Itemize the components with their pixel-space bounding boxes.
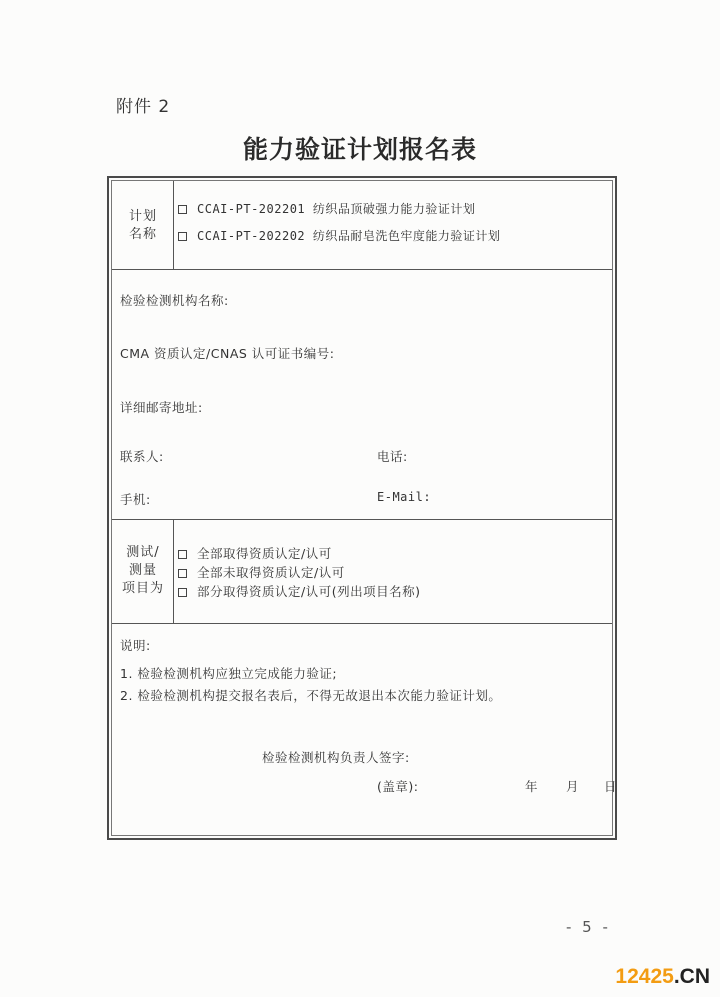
checkbox-icon[interactable] <box>178 569 187 578</box>
items-option-1[interactable] <box>178 544 332 562</box>
items-option-3-label: 部分取得资质认定/认可(列出项目名称) <box>197 584 421 599</box>
items-label-line2: 测量 <box>128 563 157 578</box>
items-label-line3: 项目为 <box>121 581 164 596</box>
month-label: 月 <box>566 779 580 794</box>
items-divider <box>173 519 174 623</box>
items-option-2-label: 全部未取得资质认定/认可 <box>197 565 345 580</box>
plan-option-1-label: CCAI-PT-202201 纺织品顶破强力能力验证计划 <box>197 202 476 216</box>
checkbox-icon[interactable] <box>178 550 187 559</box>
contact-field: 联系人: <box>120 449 164 464</box>
checkbox-icon[interactable] <box>178 588 187 597</box>
registration-form <box>107 176 617 840</box>
cert-number-field: CMA 资质认定/CNAS 认可证书编号: <box>120 346 335 361</box>
row-divider <box>112 269 612 270</box>
seal-label: (盖章): <box>377 779 419 794</box>
plan-label <box>116 208 170 244</box>
items-option-2[interactable] <box>178 563 345 581</box>
checkbox-icon[interactable] <box>178 232 187 241</box>
items-option-1-label: 全部取得资质认定/认可 <box>197 546 332 561</box>
watermark-number: 12425 <box>615 965 674 988</box>
page-title: 能力验证计划报名表 <box>242 135 477 164</box>
plan-divider <box>173 181 174 269</box>
year-label: 年 <box>525 779 539 794</box>
email-field: E-Mail: <box>377 490 432 504</box>
mobile-field: 手机: <box>120 492 151 507</box>
items-option-3[interactable] <box>178 582 420 600</box>
page-number: - 5 - <box>566 918 611 936</box>
phone-field: 电话: <box>377 449 408 464</box>
signer-line: 检验检测机构负责人签字: <box>262 750 410 765</box>
watermark-tld: .CN <box>673 965 710 988</box>
plan-label-line2: 名称 <box>128 227 157 242</box>
note-line-1: 1. 检验检测机构应独立完成能力验证; <box>120 666 338 681</box>
form-inner-border <box>111 180 618 836</box>
org-name-field: 检验检测机构名称: <box>120 293 229 308</box>
site-watermark <box>615 965 710 989</box>
row-divider <box>112 519 612 520</box>
day-label: 日 <box>604 779 618 794</box>
notes-heading: 说明: <box>120 638 151 653</box>
plan-option-1[interactable] <box>178 200 475 217</box>
items-label-line1: 测试/ <box>126 545 160 560</box>
plan-option-2-label: CCAI-PT-202202 纺织品耐皂洗色牢度能力验证计划 <box>197 229 501 243</box>
note-line-2: 2. 检验检测机构提交报名表后，不得无故退出本次能力验证计划。 <box>120 688 502 703</box>
address-field: 详细邮寄地址: <box>120 400 203 415</box>
plan-label-line1: 计划 <box>128 209 157 224</box>
plan-option-2[interactable] <box>178 227 500 244</box>
checkbox-icon[interactable] <box>178 205 187 214</box>
items-label <box>116 544 170 598</box>
row-divider <box>112 623 612 624</box>
attachment-label: 附件 2 <box>116 97 171 117</box>
